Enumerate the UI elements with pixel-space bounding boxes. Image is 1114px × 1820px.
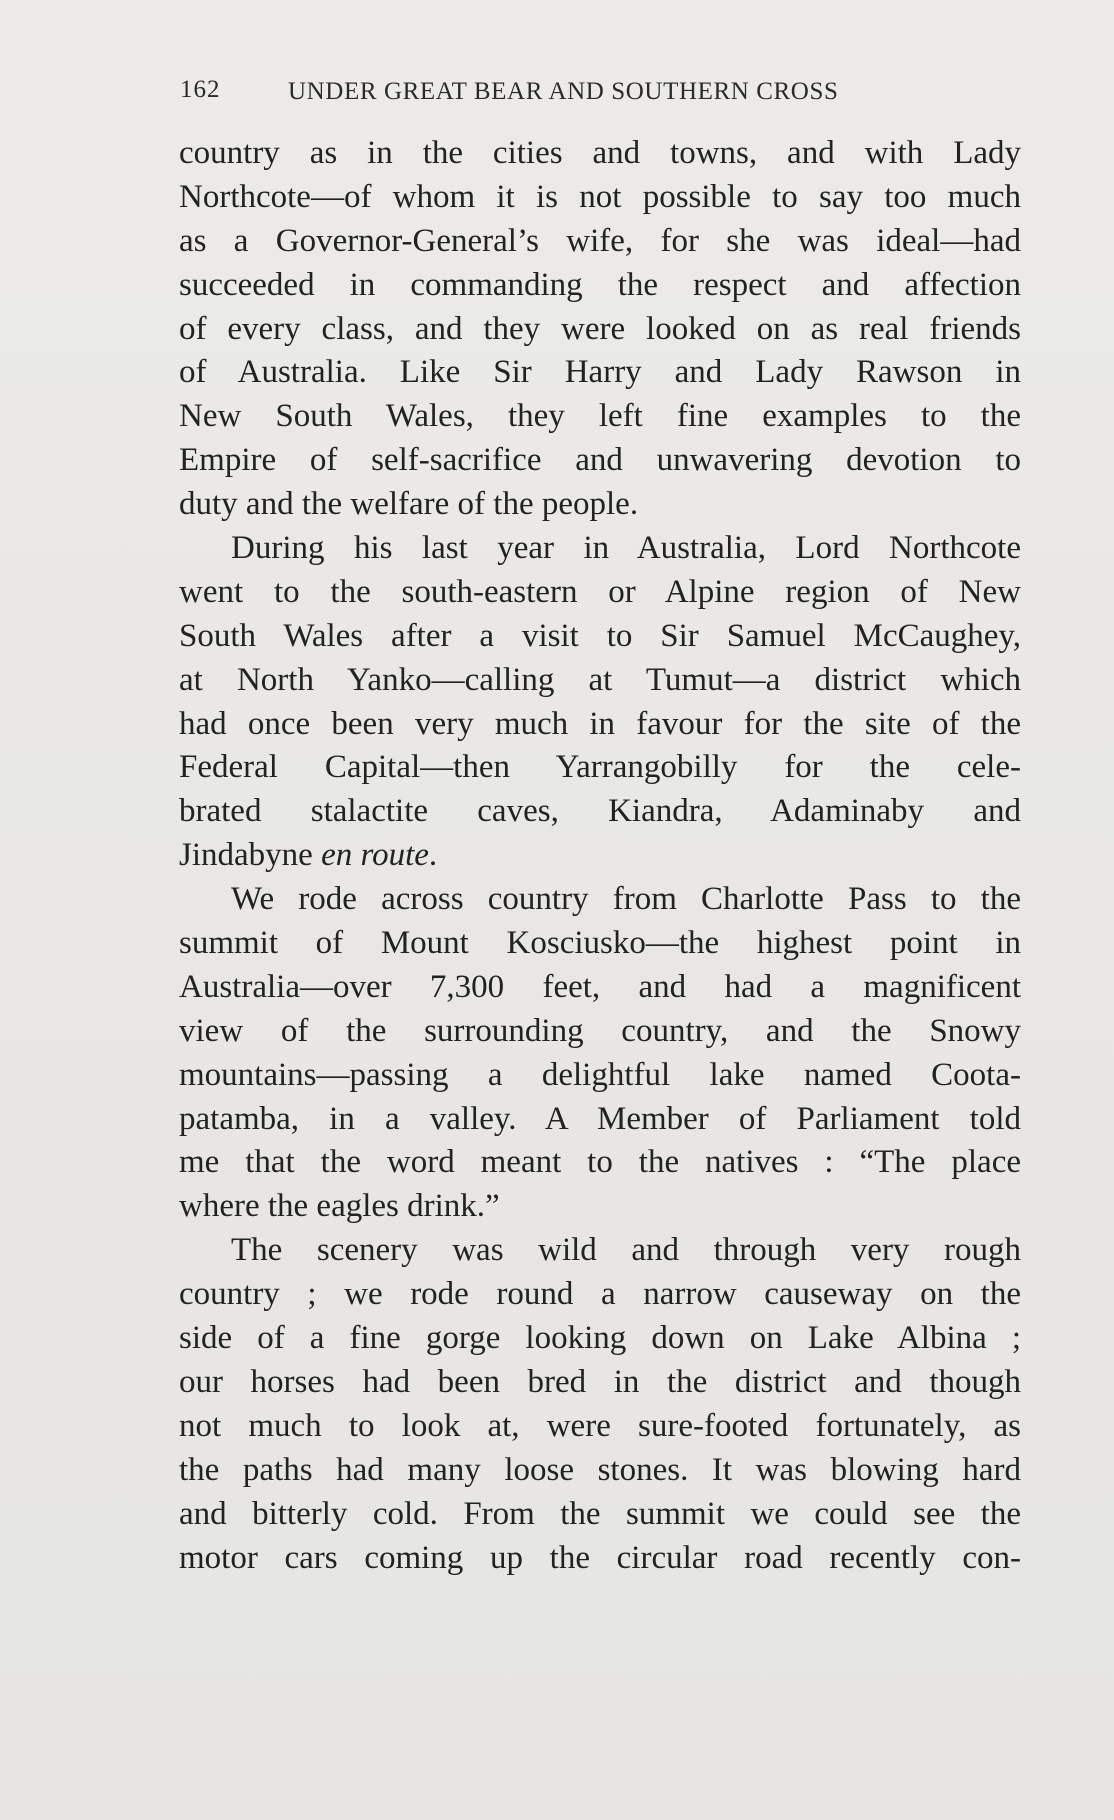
- page-header: [180, 76, 1020, 116]
- text-line: had once been very much in favour for the site of the: [179, 705, 1021, 742]
- text-line: the paths had many loose stones. It was blowing hard: [179, 1451, 1021, 1488]
- text-line: patamba, in a valley. A Member of Parliament told: [179, 1100, 1021, 1137]
- text-line: country ; we rode round a narrow causeway on the: [179, 1276, 1021, 1313]
- text-line: as a Governor-General’s wife, for she was ideal—had: [179, 222, 1021, 259]
- text-line: our horses had been bred in the district and though: [179, 1363, 1021, 1400]
- italic-phrase: en route: [321, 837, 429, 874]
- text-line: During his last year in Australia, Lord Northcote: [231, 530, 1021, 567]
- text-line: brated stalactite caves, Kiandra, Adaminaby and: [179, 793, 1021, 830]
- text-line: South Wales after a visit to Sir Samuel McCaughey,: [179, 617, 1021, 654]
- text-line: went to the south-eastern or Alpine region of New: [179, 573, 1021, 610]
- text-line: at North Yanko—calling at Tumut—a district which: [179, 661, 1021, 698]
- text-line: mountains—passing a delightful lake named Coota-: [179, 1056, 1021, 1093]
- text-line: Federal Capital—then Yarrangobilly for the cele-: [179, 749, 1021, 786]
- text-line: duty and the welfare of the people.: [179, 486, 639, 523]
- text-fragment: Jindabyne: [179, 837, 313, 874]
- text-line: We rode across country from Charlotte Pass to the: [231, 881, 1021, 918]
- text-line: of Australia. Like Sir Harry and Lady Rawson in: [179, 354, 1021, 391]
- body-text: [179, 132, 1021, 1580]
- text-line: [179, 834, 1021, 878]
- text-line: and bitterly cold. From the summit we could see the: [179, 1495, 1021, 1532]
- text-line: motor cars coming up the circular road recently con-: [179, 1539, 1021, 1576]
- text-fragment: .: [428, 837, 438, 874]
- text-line: The scenery was wild and through very rough: [231, 1232, 1021, 1269]
- text-line: summit of Mount Kosciusko—the highest point in: [179, 925, 1021, 962]
- text-line: me that the word meant to the natives : “The place: [179, 1144, 1021, 1181]
- text-line: succeeded in commanding the respect and affection: [179, 266, 1021, 303]
- text-line: Northcote—of whom it is not possible to say too much: [179, 178, 1021, 215]
- text-line: Australia—over 7,300 feet, and had a magnificent: [179, 968, 1021, 1005]
- text-line: New South Wales, they left fine examples to the: [179, 398, 1021, 435]
- text-line: side of a fine gorge looking down on Lake Albina ;: [179, 1320, 1021, 1357]
- text-line: where the eagles drink.”: [179, 1188, 500, 1225]
- text-line: not much to look at, were sure-footed fortunately, as: [179, 1407, 1021, 1444]
- text-line: view of the surrounding country, and the Snowy: [179, 1012, 1021, 1049]
- page-number: 162: [180, 76, 221, 103]
- text-line: Empire of self-sacrifice and unwavering devotion to: [179, 442, 1021, 479]
- running-head: UNDER GREAT BEAR AND SOUTHERN CROSS: [288, 78, 839, 105]
- text-line: of every class, and they were looked on as real friends: [179, 310, 1021, 347]
- text-line: country as in the cities and towns, and with Lady: [179, 135, 1021, 171]
